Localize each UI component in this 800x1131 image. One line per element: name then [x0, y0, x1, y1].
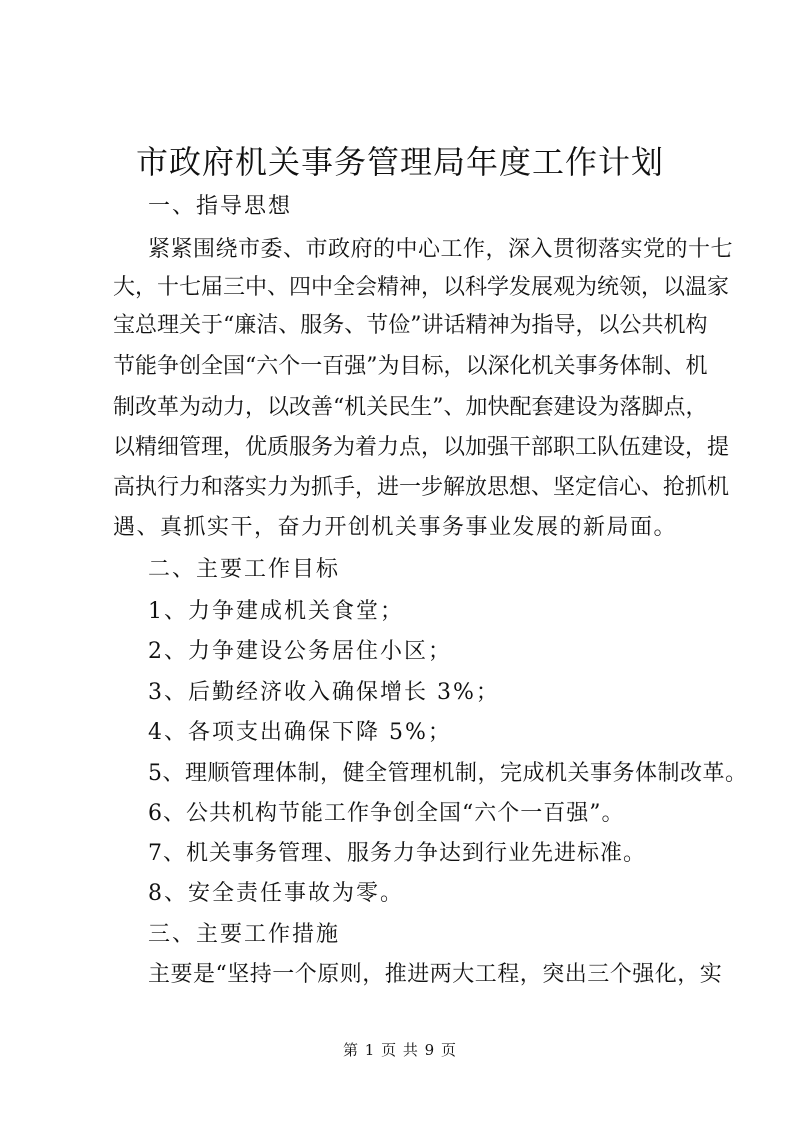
paragraph-line: 以精细管理，优质服务为着力点，以加强干部职工队伍建设，提	[113, 435, 730, 460]
paragraph-line: 制改革为动力，以改善“机关民生”、加快配套建设为落脚点，	[113, 395, 708, 420]
goal-item: 3、后勤经济收入确保增长 3%；	[148, 680, 500, 705]
goal-item: 6、公共机构节能工作争创全国“六个一百强”。	[148, 801, 625, 826]
paragraph-line: 宝总理关于“廉洁、服务、节俭”讲话精神为指导，以公共机构	[113, 313, 708, 338]
section-heading-main-goals: 二、主要工作目标	[148, 557, 341, 582]
page-number: 第 1 页 共 9 页	[343, 1041, 457, 1059]
section-heading-guiding-ideology: 一、指导思想	[148, 194, 293, 219]
goal-item: 2、力争建设公务居住小区；	[148, 639, 452, 664]
goal-item: 4、各项支出确保下降 5%；	[148, 720, 452, 745]
document-title: 市政府机关事务管理局年度工作计划	[135, 143, 664, 181]
paragraph-line: 高执行力和落实力为抓手，进一步解放思想、坚定信心、抢抓机	[113, 475, 730, 500]
paragraph-line: 节能争创全国“六个一百强”为目标，以深化机关事务体制、机	[113, 354, 708, 379]
goal-item: 7、机关事务管理、服务力争达到行业先进标准。	[148, 841, 646, 866]
paragraph-line: 主要是“坚持一个原则，推进两大工程，突出三个强化，实	[148, 962, 723, 987]
paragraph-line: 遇、真抓实干，奋力开创机关事务事业发展的新局面。	[113, 515, 678, 540]
paragraph-line: 大，十七届三中、四中全会精神，以科学发展观为统领，以温家	[113, 275, 730, 300]
goal-item: 1、力争建成机关食堂；	[148, 599, 404, 624]
goal-item: 5、理顺管理体制，健全管理机制，完成机关事务体制改革。	[148, 761, 748, 786]
paragraph-line: 紧紧围绕市委、市政府的中心工作，深入贯彻落实党的十七	[148, 237, 734, 262]
goal-item: 8、安全责任事故为零。	[148, 881, 404, 906]
section-heading-main-measures: 三、主要工作措施	[148, 922, 341, 947]
